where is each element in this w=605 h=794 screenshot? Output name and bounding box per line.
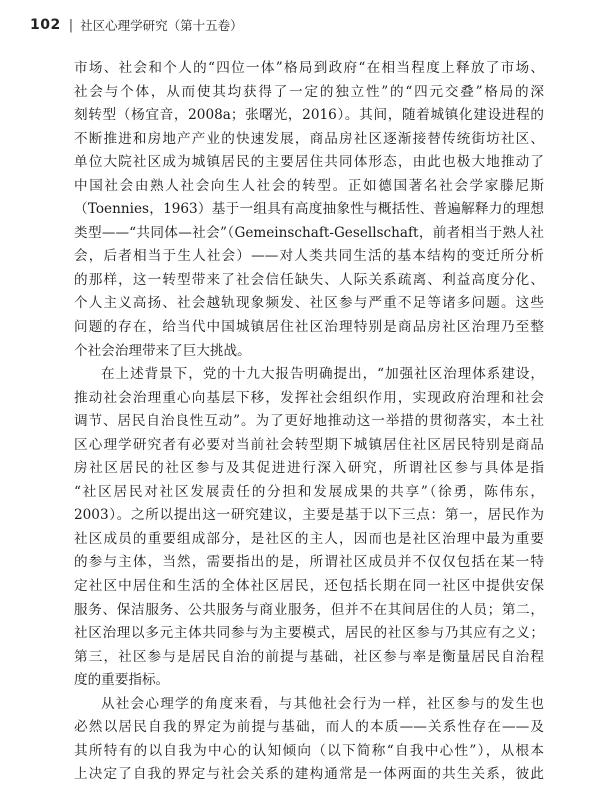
body-line: 刻转型（杨宜音，2008a；张曙光，2016）。其间，随着城镇化建设进程的 [74, 107, 544, 124]
body-line: 社区治理以多元主体共同参与为主要模式，居民的社区参与乃其应有之义； [74, 625, 544, 642]
header-separator: | [68, 17, 74, 33]
body-text [74, 57, 544, 787]
page-number: 102 [30, 17, 61, 33]
body-line: 个社会治理带来了巨大挑战。 [74, 342, 251, 359]
body-line: 会，后者相当于生人社会）——对人类共同生活的基本结构的变迁所分析 [74, 248, 544, 265]
body-line: 市场、社会和个人的“四位一体”格局到政府“在相当程度上释放了市场、 [74, 60, 544, 76]
body-line: （Toennies，1963）基于一组具有高度抽象性与概括性、普遍解释力的理想 [74, 201, 544, 218]
body-line: 问题的存在，给当代中国城镇居住社区治理特别是商品房社区治理乃至整 [74, 319, 544, 336]
body-line: 调节、居民自治良性互动”。为了更好地推动这一举措的贯彻落实，本土社 [74, 413, 544, 430]
body-line: 上决定了自我的界定与社会关系的建构通常是一体两面的共生关系，彼此 [74, 766, 544, 783]
body-line: 定社区中居住和生活的全体社区居民，还包括长期在同一社区中提供安保 [74, 578, 544, 595]
body-line: 房社区居民的社区参与及其促进进行深入研究，所谓社区参与具体是指 [74, 460, 544, 477]
body-line: “社区居民对社区发展责任的分担和发展成果的共享”（徐勇，陈伟东， [74, 483, 544, 500]
body-line: 的那样，这一转型带来了社会信任缺失、人际关系疏离、利益高度分化、 [74, 271, 544, 288]
body-line: 其所特有的以自我为中心的认知倾向（以下简称“自我中心性”），从根本 [74, 742, 544, 759]
running-header [30, 14, 243, 36]
body-line: 单位大院社区成为城镇居民的主要居住共同体形态，由此也极大地推动了 [74, 154, 544, 171]
body-line: 从社会心理学的角度来看，与其他社会行为一样，社区参与的发生也 [101, 695, 544, 712]
body-line: 的参与主体，当然，需要指出的是，所谓社区成员并不仅仅包括在某一特 [74, 554, 544, 571]
body-line: 类型——“共同体—社会”（Gemeinschaft-Gesellschaft，前者相当于熟人社 [74, 224, 544, 241]
body-line: 推动社会治理重心向基层下移，发挥社会组织作用，实现政府治理和社会 [74, 389, 544, 406]
body-line: 度的重要指标。 [74, 672, 170, 689]
body-line: 第三，社区参与是居民自治的前提与基础，社区参与率是衡量居民自治程 [74, 648, 544, 665]
running-header-title: 社区心理学研究（第十五卷） [80, 18, 243, 33]
body-line: 社会与个体，从而使其均获得了一定的独立性”的“四元交叠”格局的深 [74, 83, 544, 100]
body-line: 不断推进和房地产产业的快速发展，商品房社区逐渐接替传统街坊社区、 [74, 130, 544, 147]
body-line: 2003）。之所以提出这一研究建议，主要是基于以下三点：第一，居民作为 [74, 507, 544, 524]
body-line: 服务、保洁服务、公共服务与商业服务，但并不在其间居住的人员；第二， [74, 601, 544, 618]
body-line: 社区成员的重要组成部分，是社区的主人，因而也是社区治理中最为重要 [74, 530, 544, 547]
body-line: 个人主义高扬、社会越轨现象频发、社区参与严重不足等诸多问题。这些 [74, 295, 544, 312]
body-line: 在上述背景下，党的十九大报告明确提出，“加强社区治理体系建设， [101, 366, 544, 383]
body-line: 必然以居民自我的界定为前提与基础，而人的本质——关系性存在——及 [74, 719, 544, 736]
body-line: 中国社会由熟人社会向生人社会的转型。正如德国著名社会学家滕尼斯 [74, 177, 544, 194]
body-line: 区心理学研究者有必要对当前社会转型期下城镇居住社区居民特别是商品 [74, 436, 544, 453]
